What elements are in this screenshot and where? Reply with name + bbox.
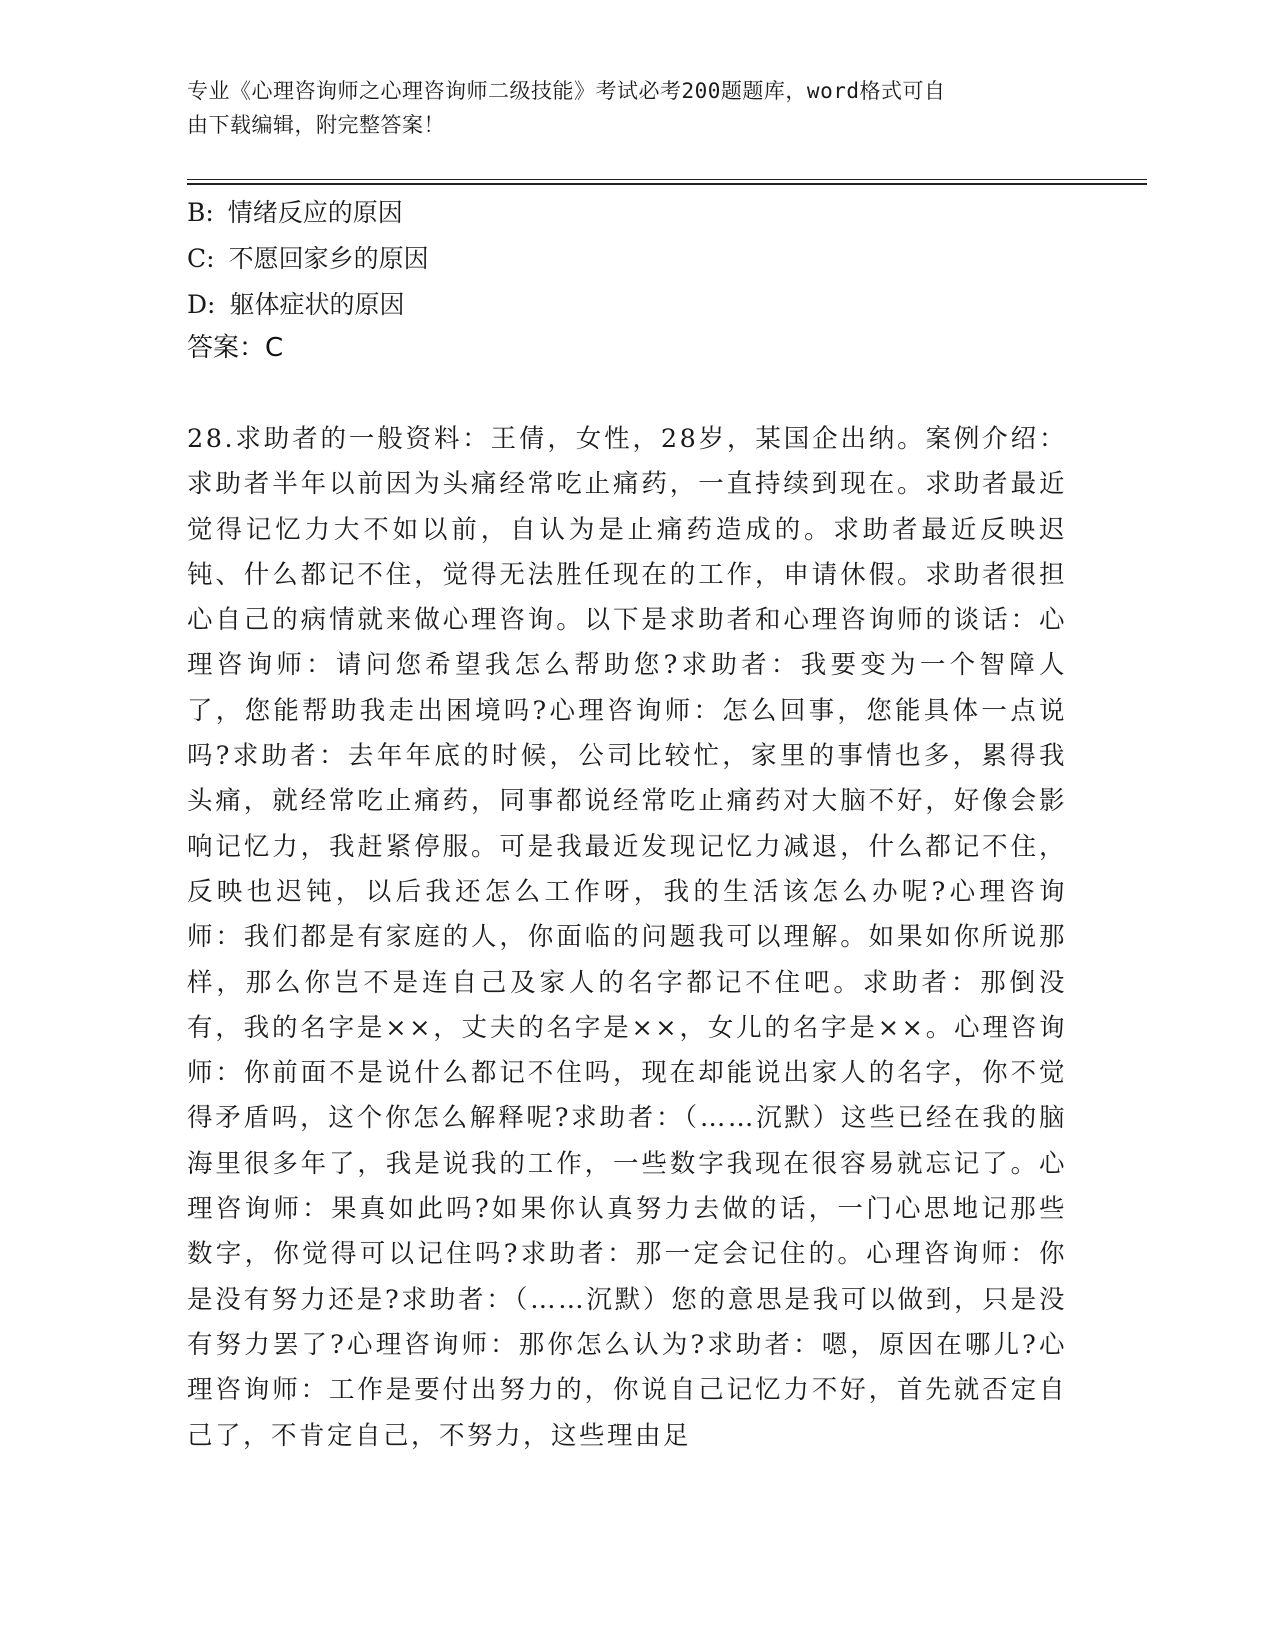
option-d-text: 躯体症状的原因 [229, 290, 405, 319]
option-b-text: 情绪反应的原因 [227, 198, 403, 227]
header-divider-thin [187, 179, 1147, 180]
header-divider-thick [187, 183, 1147, 185]
header-line-1: 专业《心理咨询师之心理咨询师二级技能》考试必考200题题库，word格式可自 [187, 79, 946, 103]
option-c-key: C: [187, 244, 215, 273]
option-d [187, 282, 429, 328]
option-c-text: 不愿回家乡的原因 [228, 244, 429, 273]
option-b [187, 190, 429, 236]
answer-line: 答案：C [187, 333, 284, 363]
header-line-2: 由下载编辑，附完整答案！ [187, 113, 445, 137]
option-d-key: D: [187, 290, 216, 319]
document-header [187, 74, 1067, 142]
question-28-text: 28.求助者的一般资料：王倩，女性，28岁，某国企出纳。案例介绍：求助者半年以前因为头痛经常吃止痛药，一直持续到现在。求助者最近觉得记忆力大不如以前，自认为是止痛药造成的。求助者最近反映迟钝、什么都记不住，觉得无法胜任现在的工作，申请休假。求助者很担心自己的病情就来做心理咨询。以下是求助者和心理咨询师的谈话：心理咨询师：请问您希望我怎么帮助您?求助者：我要变为一个智障人了，您能帮助我走出困境吗?心理咨询师：怎么回事，您能具体一点说吗?求助者：去年年底的时候，公司比较忙，家里的事情也多，累得我头痛，就经常吃止痛药，同事都说经常吃止痛药对大脑不好，好像会影响记忆力，我赶紧停服。可是我最近发现记忆力减退，什么都记不住，反映也迟钝，以后我还怎么工作呀，我的生活该怎么办呢?心理咨询师：我们都是有家庭的人，你面临的问题我可以理解。如果如你所说那样，那么你岂不是连自己及家人的名字都记不住吧。求助者：那倒没有，我的名字是××，丈夫的名字是××，女儿的名字是××。心理咨询师：你前面不是说什么都记不住吗，现在却能说出家人的名字，你不觉得矛盾吗，这个你怎么解释呢?求助者：（……沉默）这些已经在我的脑海里很多年了，我是说我的工作，一些数字我现在很容易就忘记了。心理咨询师：果真如此吗?如果你认真努力去做的话，一门心思地记那些数字，你觉得可以记住吗?求助者：那一定会记住的。心理咨询师：你是没有努力还是?求助者：（……沉默）您的意思是我可以做到，只是没有努力罢了?心理咨询师：那你怎么认为?求助者：嗯，原因在哪儿?心理咨询师：工作是要付出努力的，你说自己记忆力不好，首先就否定自己了，不肯定自己，不努力，这些理由足 [187, 424, 1067, 1451]
option-b-key: B: [187, 198, 214, 227]
answer-options [187, 190, 429, 328]
option-c [187, 236, 429, 282]
